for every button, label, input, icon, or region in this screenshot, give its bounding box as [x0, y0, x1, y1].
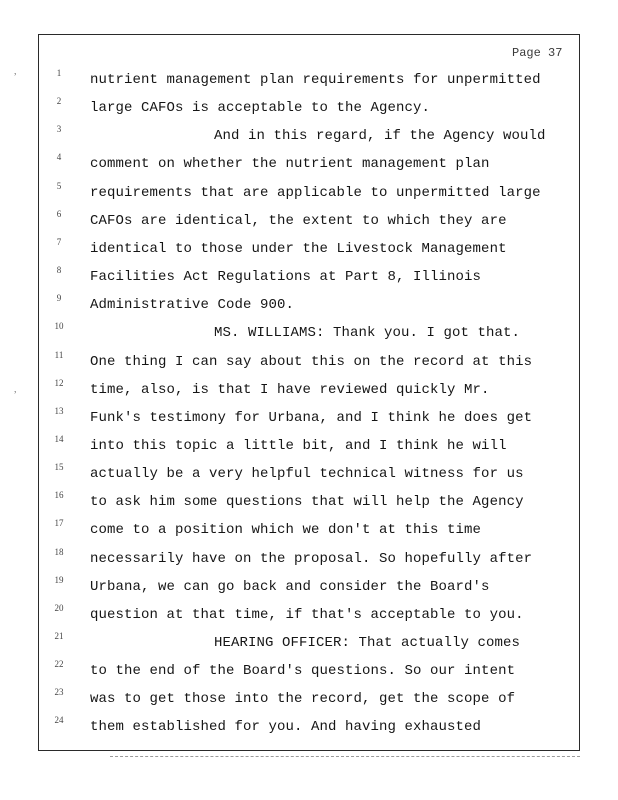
line-number: 21 [54, 631, 64, 641]
transcript-line [0, 687, 618, 711]
transcript-line [0, 631, 618, 655]
transcript-line [0, 152, 618, 176]
line-text: question at that time, if that's acceptable to you. [90, 606, 524, 623]
line-text: comment on whether the nutrient management plan [90, 156, 490, 173]
transcript-line [0, 349, 618, 374]
transcript-line [0, 180, 618, 205]
line-number: 13 [54, 405, 64, 416]
line-text: Urbana, we can go back and consider the Board's [90, 578, 490, 595]
transcript-line [0, 659, 618, 683]
transcript-line [0, 433, 618, 458]
line-number: 24 [54, 715, 64, 726]
line-number: 18 [54, 546, 64, 557]
line-text: One thing I can say about this on the record at this [90, 353, 533, 370]
transcript-line [0, 715, 618, 739]
line-number: 10 [54, 321, 64, 332]
line-number: 14 [54, 433, 64, 444]
transcript-line [0, 96, 618, 120]
transcript-line [0, 377, 618, 402]
line-text: And in this regard, if the Agency would [214, 128, 546, 145]
transcript-line [0, 602, 618, 627]
line-number: 16 [54, 490, 64, 501]
bottom-rule [110, 756, 580, 757]
transcript-line [0, 68, 618, 92]
line-number: 3 [56, 124, 62, 135]
transcript-line [0, 518, 618, 542]
margin-mark: , [14, 66, 17, 77]
line-number: 4 [56, 152, 62, 163]
transcript-line [0, 546, 618, 571]
line-text: to the end of the Board's questions. So our intent [90, 663, 516, 680]
line-text: requirements that are applicable to unpermitted large [90, 184, 541, 201]
line-text: Administrative Code 900. [90, 297, 295, 314]
line-number: 15 [54, 462, 64, 473]
line-text: Facilities Act Regulations at Part 8, Illinois [90, 269, 482, 285]
transcript-line [0, 124, 618, 148]
line-text: large CAFOs is acceptable to the Agency. [90, 100, 431, 117]
transcript-line [0, 405, 618, 430]
transcript-line [0, 208, 618, 233]
line-text: Funk's testimony for Urbana, and I think he does get [90, 409, 533, 426]
transcript-line [0, 574, 618, 599]
line-number: 19 [54, 574, 64, 585]
line-number: 20 [54, 602, 64, 613]
line-text: HEARING OFFICER: That actually comes [214, 635, 521, 651]
line-number: 7 [56, 236, 62, 247]
line-text: time, also, is that I have reviewed quickly Mr. [90, 381, 490, 398]
line-number: 17 [54, 518, 64, 529]
line-text: to ask him some questions that will help the Agency [90, 494, 524, 511]
line-text: actually be a very helpful technical witness for us [90, 466, 524, 483]
line-number: 22 [54, 659, 64, 670]
line-text: identical to those under the Livestock Management [90, 240, 507, 257]
page-number: Page 37 [512, 46, 563, 60]
line-number: 5 [56, 180, 62, 191]
transcript-line [0, 462, 618, 486]
line-text: into this topic a little bit, and I think he will [90, 437, 507, 454]
transcript-line [0, 265, 618, 289]
line-text: was to get those into the record, get the scope of [90, 691, 516, 708]
line-number: 6 [56, 208, 62, 219]
line-number: 12 [54, 377, 64, 388]
transcript-line [0, 236, 618, 261]
line-text: necessarily have on the proposal. So hopefully after [90, 550, 533, 567]
line-text: come to a position which we don't at this time [90, 522, 482, 539]
transcript-line [0, 490, 618, 514]
line-number: 2 [56, 96, 62, 107]
line-number: 23 [54, 687, 64, 698]
line-number: 11 [54, 349, 64, 360]
line-number: 9 [56, 293, 62, 304]
line-text: CAFOs are identical, the extent to which they are [90, 212, 507, 229]
line-number: 8 [56, 265, 62, 275]
line-text: MS. WILLIAMS: Thank you. I got that. [214, 325, 521, 342]
transcript-line [0, 321, 618, 345]
transcript-line [0, 293, 618, 317]
line-number: 1 [56, 68, 62, 78]
line-text: them established for you. And having exhausted [90, 719, 482, 736]
margin-mark: , [14, 384, 17, 395]
line-text: nutrient management plan requirements for unpermitted [90, 72, 541, 88]
